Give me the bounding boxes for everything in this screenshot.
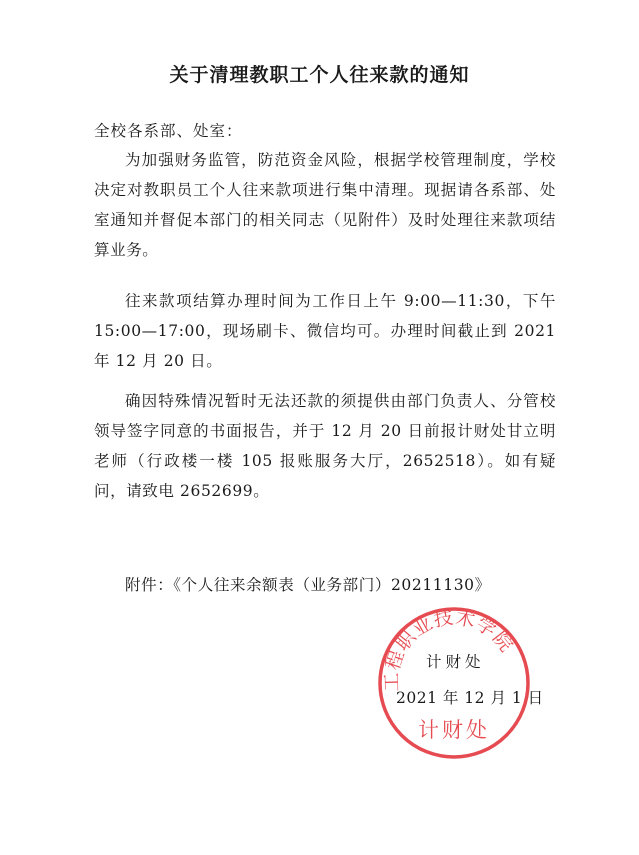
paragraph-exception: 确因特殊情况暂时无法还款的须提供由部门负责人、分管校领导签字同意的书面报告，并于 12 月 20 日前报计财处甘立明老师（行政楼一楼 105 报账服务大厅，2652518）。如有疑问，请致电 2652699。 — [94, 392, 556, 500]
svg-text:计财处: 计财处 — [418, 718, 490, 742]
official-seal-stamp — [376, 605, 532, 761]
paragraph-schedule: 往来款项结算办理时间为工作日上午 9:00—11:30，下午 15:00—17:00，现场刷卡、微信均可。办理时间截止到 2021 年 12 月 20 日。 — [94, 292, 556, 370]
signature-date: 2021 年 12 月 1 日 — [396, 689, 544, 707]
svg-text:工程职业技术学院: 工程职业技术学院 — [380, 606, 518, 692]
document-title: 关于清理教职工个人往来款的通知 — [169, 64, 470, 86]
signature-department: 计财处 — [426, 653, 485, 671]
attachment-line: 附件：《个人往来余额表（业务部门）20211130》 — [125, 576, 491, 594]
paragraph-purpose: 为加强财务监管，防范资金风险，根据学校管理制度，学校决定对教职员工个人往来款项进行集中清理。现据请各系部、处室通知并督促本部门的相关同志（见附件）及时处理往来款项结算业务。 — [94, 151, 556, 259]
salutation: 全校各系部、处室： — [94, 122, 243, 140]
